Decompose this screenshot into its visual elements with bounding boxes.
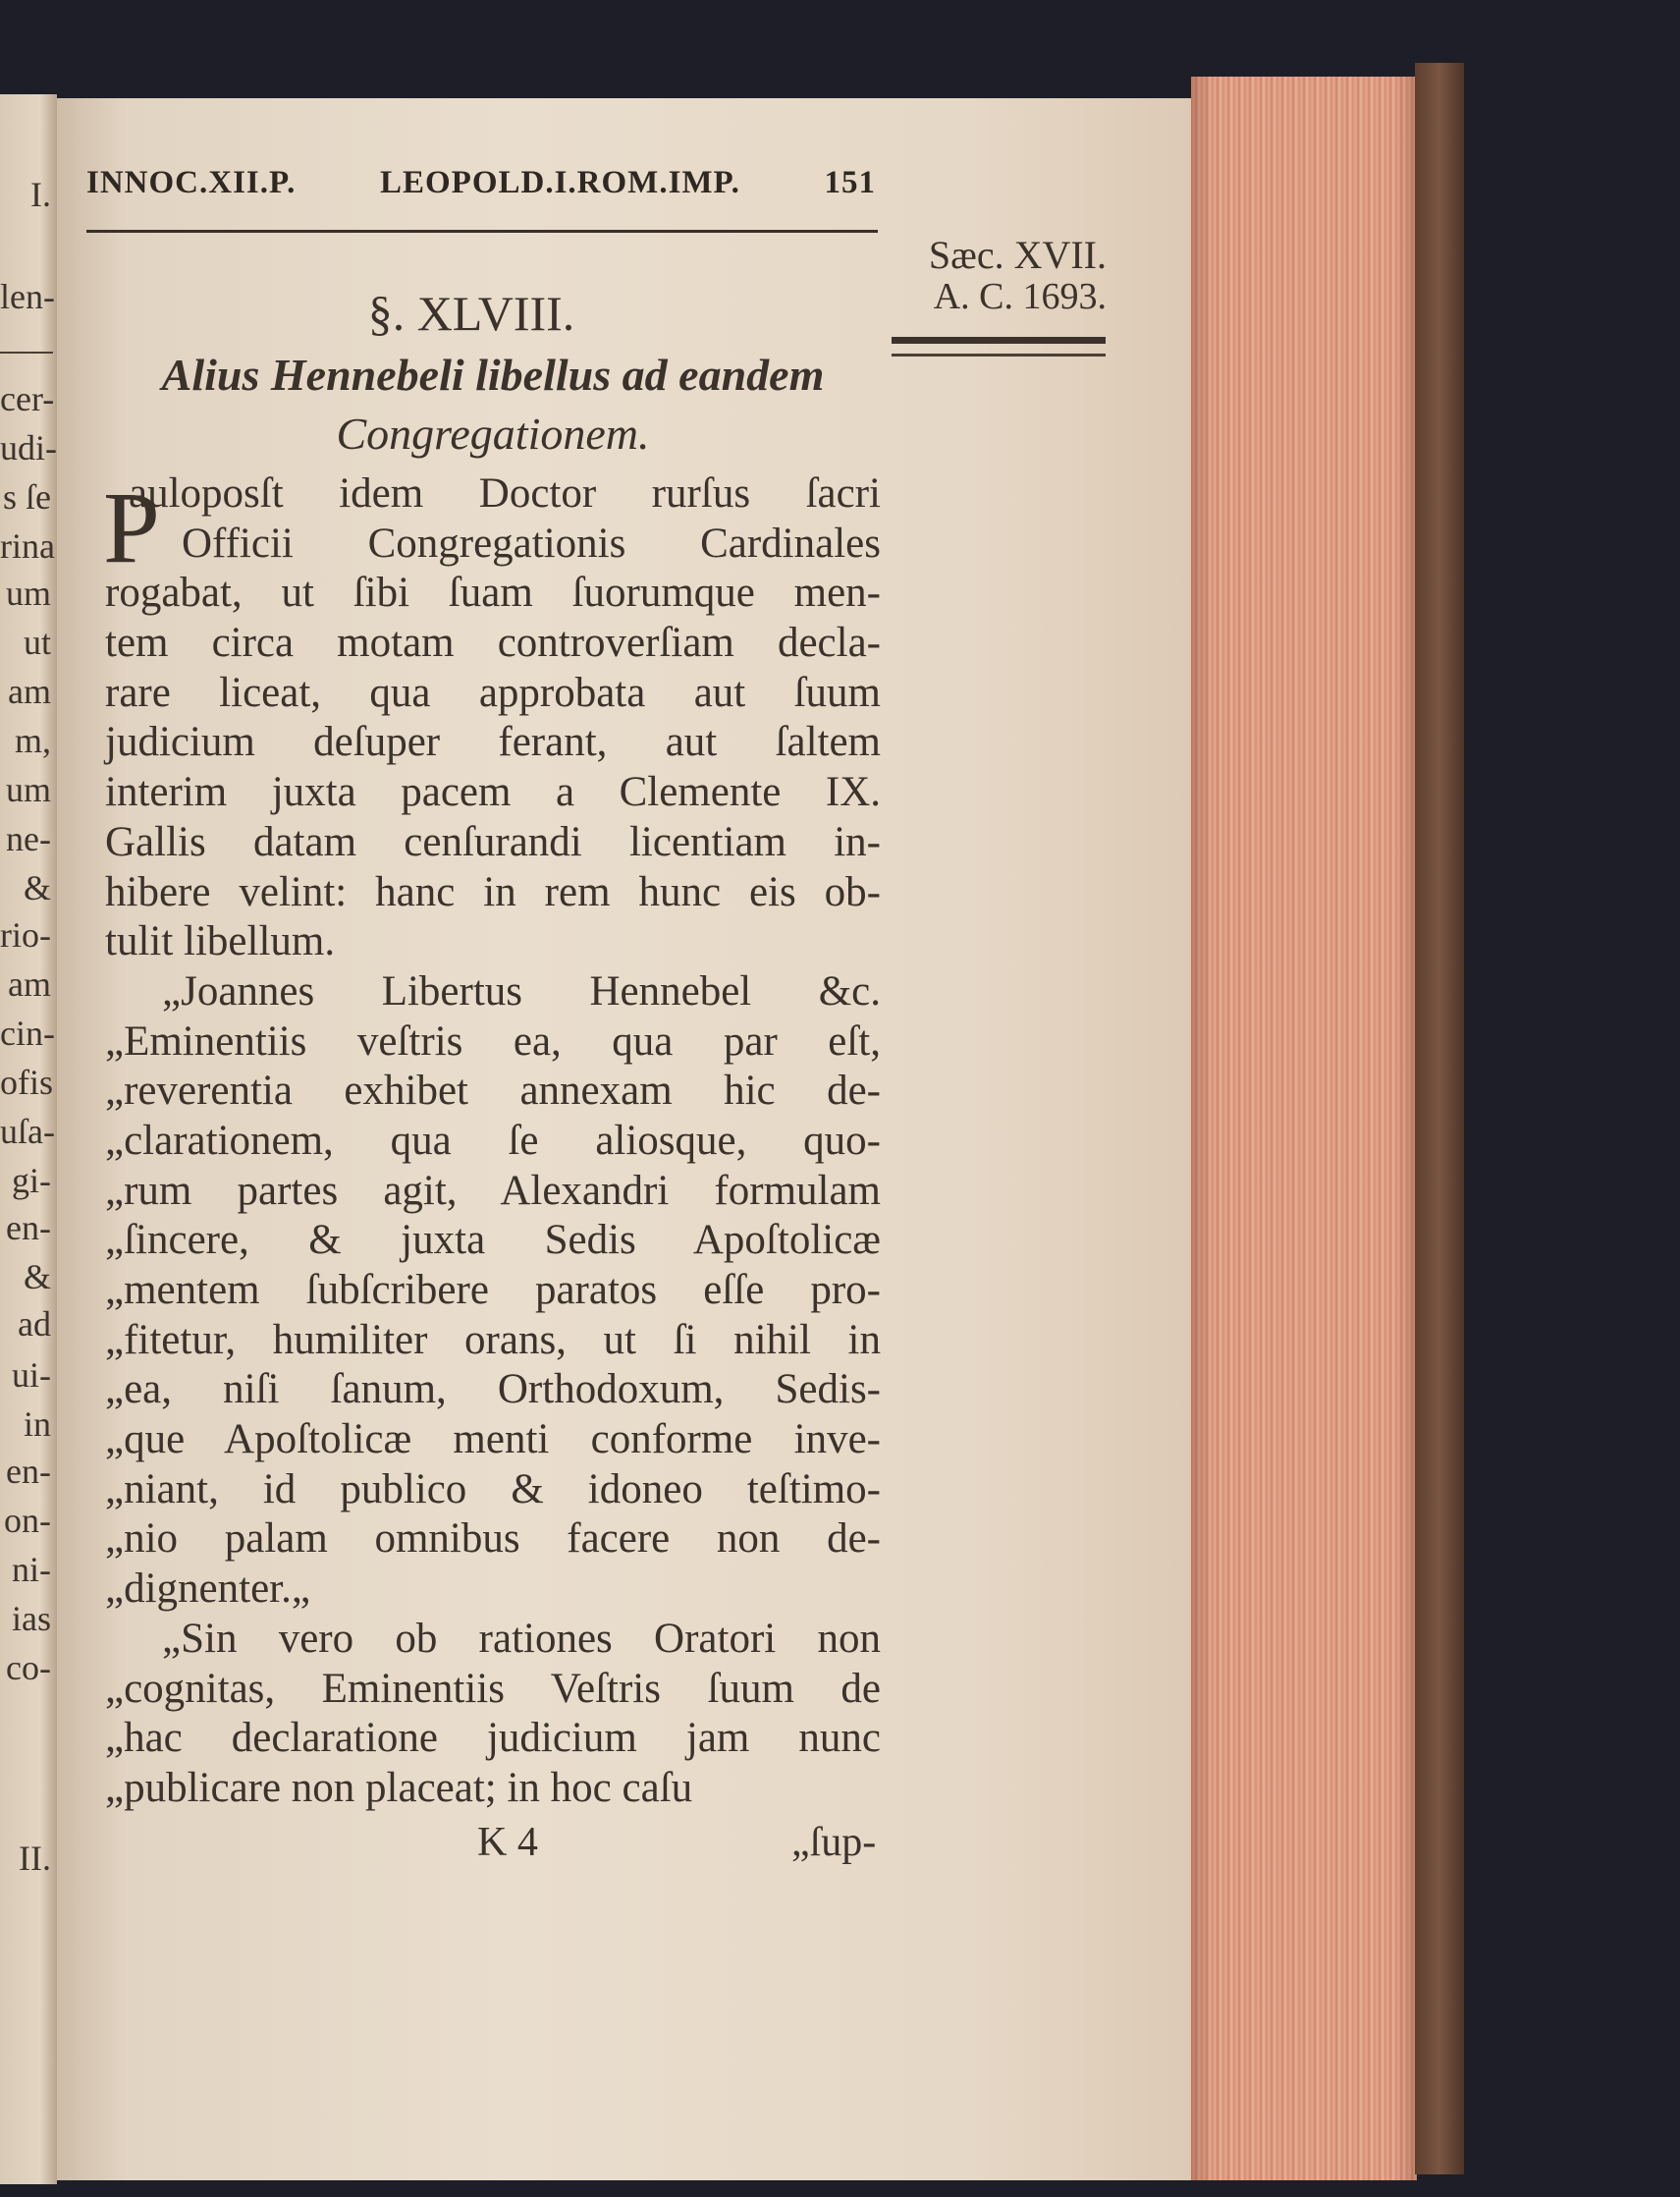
- text-line: „reverentia exhibet annexam hic de-: [105, 1068, 881, 1115]
- left-page-line: &: [23, 1257, 51, 1296]
- margin-note-year: A. C. 1693.: [933, 276, 1107, 317]
- text-line: rogabat, ut ſibi ſuam ſuorumque men-: [105, 570, 881, 617]
- left-page-line: um: [5, 574, 51, 613]
- text-line: Officii Congregationis Cardinales: [182, 520, 881, 567]
- text-line: Gallis datam cenſurandi licentiam in-: [105, 818, 881, 865]
- page-number: 151: [824, 165, 876, 200]
- left-page-line: rio-: [0, 915, 51, 955]
- text-line: judicium deſuper ferant, aut ſaltem: [105, 719, 881, 766]
- text-line: tulit libellum.: [105, 918, 336, 965]
- left-page-line: ne-: [6, 819, 51, 858]
- left-page-line: cer-: [0, 379, 55, 418]
- section-number: §. XLVIII.: [367, 286, 575, 341]
- text-line: rare liceat, qua approbata aut ſuum: [105, 669, 881, 716]
- text-line: „hac declaratione judicium jam nunc: [105, 1715, 881, 1762]
- left-page-line: ui-: [12, 1355, 51, 1395]
- margin-note-century: Sæc. XVII.: [928, 233, 1107, 277]
- left-page-line: I.: [30, 175, 51, 214]
- text-line: „nio palam omnibus facere non de-: [105, 1515, 881, 1563]
- left-page-line: ofis: [0, 1063, 53, 1102]
- left-page-line: ut: [23, 623, 51, 662]
- text-line: „Joannes Libertus Hennebel &c.: [162, 967, 881, 1015]
- left-page-line: uſa-: [0, 1112, 55, 1151]
- section-title-line1: Alius Hennebeli libellus ad eandem: [161, 350, 825, 400]
- signature-mark: K 4: [477, 1820, 538, 1865]
- left-page-header-rule: [0, 352, 53, 354]
- page-fore-edge: [1191, 77, 1417, 2180]
- left-page-line: am: [8, 964, 51, 1004]
- catchword: „ſup-: [791, 1820, 877, 1865]
- left-page-line: en-: [6, 1452, 51, 1491]
- running-head: [86, 165, 876, 201]
- body-text: [105, 469, 881, 1814]
- left-page-line: len-: [0, 277, 55, 316]
- text-line: auloposſt idem Doctor rurſus ſacri: [129, 470, 881, 517]
- text-line: „Sin vero ob rationes Oratori non: [162, 1615, 881, 1662]
- text-line: hibere velint: hanc in rem hunc eis ob-: [105, 868, 881, 915]
- left-page-line: on-: [4, 1501, 51, 1540]
- text-line: „clarationem, qua ſe aliosque, quo-: [105, 1117, 881, 1164]
- left-page-line: ad: [18, 1304, 51, 1344]
- drop-cap: P: [103, 471, 160, 584]
- left-page-line: m,: [14, 721, 51, 760]
- left-page-line: ni-: [12, 1550, 51, 1589]
- running-head-left: INNOC.XII.P.: [86, 165, 297, 200]
- left-page-line: gi-: [12, 1161, 51, 1200]
- left-page-line: II.: [19, 1839, 51, 1878]
- left-page-line: udi-: [0, 428, 57, 467]
- left-page-line: rina: [0, 526, 55, 566]
- text-line: interim juxta pacem a Clemente IX.: [105, 769, 881, 816]
- left-page-line: &: [23, 868, 51, 907]
- left-page-line: um: [5, 770, 51, 809]
- margin-note-rule-thin: [892, 354, 1106, 357]
- text-line: „Eminentiis veſtris ea, qua par eſt,: [105, 1017, 881, 1065]
- left-page-line: in: [23, 1404, 51, 1444]
- section-title-line2: Congregationem.: [336, 409, 650, 459]
- left-page-line: cin-: [0, 1014, 55, 1053]
- left-page-line: co-: [6, 1648, 51, 1687]
- text-line: „dignenter.„: [105, 1565, 310, 1613]
- text-line: „publicare non placeat; in hoc caſu: [105, 1764, 693, 1811]
- text-line: „ſincere, & juxta Sedis Apoſtolicæ: [105, 1217, 881, 1264]
- left-page-line: en-: [6, 1208, 51, 1247]
- left-page-line: ias: [12, 1599, 51, 1638]
- text-line: „fitetur, humiliter orans, ut ſi nihil in: [105, 1316, 881, 1363]
- text-line: „cognitas, Eminentiis Veſtris ſuum de: [105, 1665, 881, 1712]
- text-line: „mentem ſubſcribere paratos eſſe pro-: [105, 1267, 881, 1313]
- text-line: tem circa motam controverſiam decla-: [105, 620, 881, 667]
- left-page-line: am: [8, 672, 51, 711]
- text-line: „niant, id publico & idoneo teſtimo-: [105, 1465, 881, 1512]
- left-page-line: s ſe: [3, 477, 51, 517]
- text-line: „que Apoſtolicæ menti conforme inve-: [105, 1416, 881, 1463]
- header-rule: [86, 230, 878, 233]
- text-line: „rum partes agit, Alexandri formulam: [105, 1167, 881, 1214]
- text-line: „ea, niſi ſanum, Orthodoxum, Sedis-: [105, 1366, 881, 1413]
- book-cover-edge: [1415, 63, 1464, 2174]
- running-head-center: LEOPOLD.I.ROM.IMP.: [379, 165, 740, 200]
